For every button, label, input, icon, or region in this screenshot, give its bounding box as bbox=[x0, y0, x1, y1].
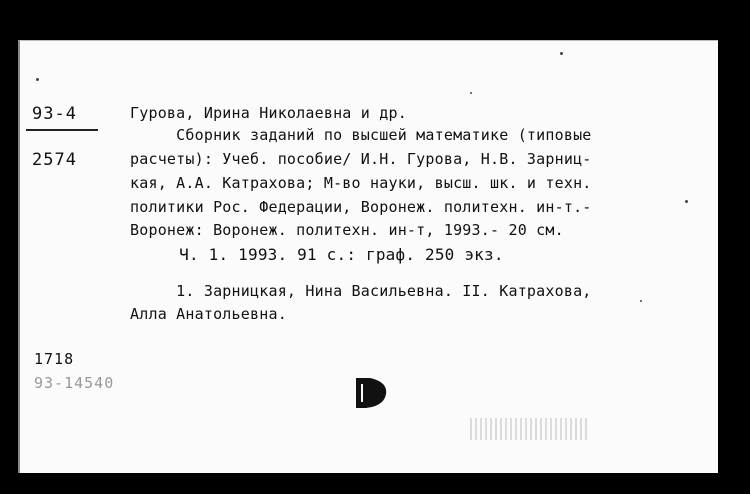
card-text-line-7: Ч. 1. 1993. 91 с.: граф. 250 экз. bbox=[130, 245, 504, 264]
ink-speck bbox=[685, 200, 688, 203]
ink-speck bbox=[640, 300, 642, 302]
card-text-line-2: Сборник заданий по высшей математике (типовые bbox=[130, 126, 592, 144]
ink-speck bbox=[470, 92, 472, 94]
accession-number: 93-14540 bbox=[34, 374, 115, 392]
ink-speck bbox=[560, 52, 563, 55]
call-number-bottom: 2574 bbox=[32, 150, 77, 170]
call-number-top: 93-4 bbox=[32, 104, 77, 124]
card-text-line-1: Гурова, Ирина Николаевна и др. bbox=[130, 104, 407, 122]
shelf-number: 1718 bbox=[34, 350, 75, 368]
ink-stamp-mark bbox=[352, 376, 392, 410]
card-text-line-6: Воронеж: Воронеж. политехн. ин-т, 1993.- 20 см. bbox=[130, 221, 564, 239]
call-number-divider bbox=[26, 129, 98, 131]
card-text-line-4: кая, А.А. Катрахова; М-во науки, высш. шк. и техн. bbox=[130, 174, 592, 192]
ink-smudge bbox=[470, 418, 590, 440]
ink-speck bbox=[36, 78, 39, 81]
card-text-line-9: Алла Анатольевна. bbox=[130, 305, 287, 323]
card-text-line-5: политики Рос. Федерации, Воронеж. политехн. ин-т.- bbox=[130, 198, 592, 216]
card-text-line-3: расчеты): Учеб. пособие/ И.Н. Гурова, Н.В. Зарниц- bbox=[130, 150, 592, 168]
card-text-line-8: 1. Зарницкая, Нина Васильевна. II. Катрахова, bbox=[130, 282, 592, 300]
